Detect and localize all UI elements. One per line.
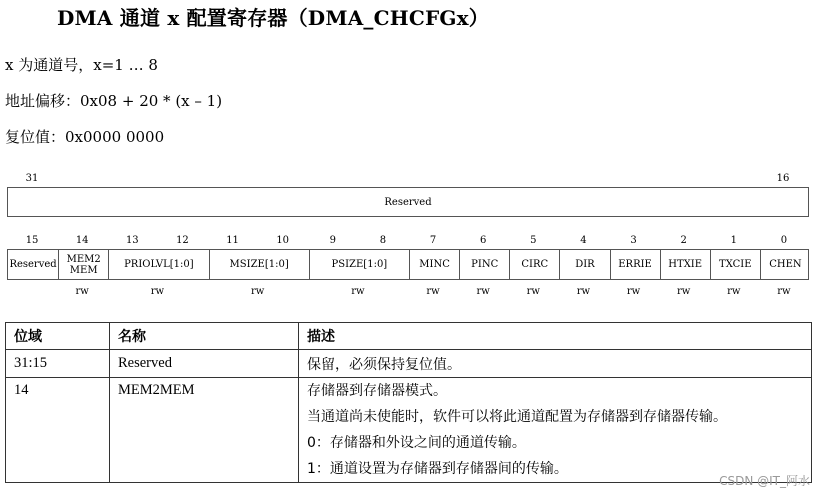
row-desc: 保留，必须保持复位值。 [299,350,812,378]
bit-label: 15 [25,235,39,246]
register-field: CHEN [760,250,810,279]
reserved-field-upper: Reserved [384,196,432,208]
bit-label: 3 [630,235,637,246]
register-field: HTXIE [660,250,710,279]
row-bits: 31:15 [6,350,110,378]
access-label: rw [351,286,365,297]
channel-note: x 为通道号，x=1 … 8 [5,56,158,74]
register-field: PSIZE[1:0] [309,250,409,279]
bit-label: 9 [329,235,336,246]
access-label: rw [727,286,741,297]
register-field: PRIOLVL[1:0] [108,250,208,279]
header-desc: 描述 [299,323,812,350]
table-header-row [6,323,812,350]
register-field: CIRC [509,250,559,279]
access-label: rw [75,286,89,297]
bit-label: 11 [226,235,239,246]
access-label: rw [626,286,641,297]
register-field: PINC [459,250,509,279]
bit-label-16: 16 [776,173,790,184]
desc-line: 0：存储器和外设之间的通道传输。 [307,435,526,451]
bit-label: 0 [780,235,788,246]
desc-line: 当通道尚未使能时，软件可以将此通道配置为存储器到存储器传输。 [307,409,727,425]
bit-description-table [5,322,812,483]
row-name: MEM2MEM [110,378,299,483]
access-label: rw [476,286,490,297]
bit-label: 6 [480,235,487,246]
access-label: rw [777,286,791,297]
row-bits: 14 [6,378,110,483]
bit-label: 14 [75,235,89,246]
bit-label: 7 [429,235,437,246]
bit-label: 13 [125,235,139,246]
address-offset: 地址偏移：0x08 + 20 * (x – 1) [5,92,223,110]
row-name: Reserved [110,350,299,378]
header-name: 名称 [110,323,299,350]
reset-value: 复位值：0x0000 0000 [5,128,165,146]
upper-register-row [7,187,809,217]
access-label: rw [526,286,540,297]
bit-label: 8 [379,235,387,246]
access-label: rw [576,286,591,297]
bit-label-31: 31 [25,173,39,184]
bit-label: 2 [680,235,687,246]
bit-label: 5 [530,235,537,246]
bit-label: 4 [580,235,587,246]
access-label: rw [677,286,691,297]
table-row [6,378,812,483]
register-field: Reserved [9,259,57,270]
register-field: TXCIE [710,250,760,279]
watermark: CSDN @IT_阿水 [719,474,810,488]
register-field: MSIZE[1:0] [209,250,309,279]
header-bits: 位域 [6,323,110,350]
bit-label: 10 [276,235,290,246]
register-field: MINC [409,250,459,279]
table-row [6,350,812,378]
row-desc [299,378,812,483]
register-field: ERRIE [610,250,660,279]
bit-label: 12 [176,235,189,246]
access-label: rw [150,286,165,297]
access-label: rw [250,286,265,297]
lower-register-row [7,249,809,280]
page-title: DMA 通道 x 配置寄存器（DMA_CHCFGx） [57,6,489,30]
access-label: rw [426,286,440,297]
register-field: MEM2 MEM [58,250,108,279]
desc-line: 存储器到存储器模式。 [307,383,447,399]
bit-label: 1 [730,235,737,246]
register-field: DIR [559,250,609,279]
desc-line: 1：通道设置为存储器到存储器间的传输。 [307,461,568,477]
